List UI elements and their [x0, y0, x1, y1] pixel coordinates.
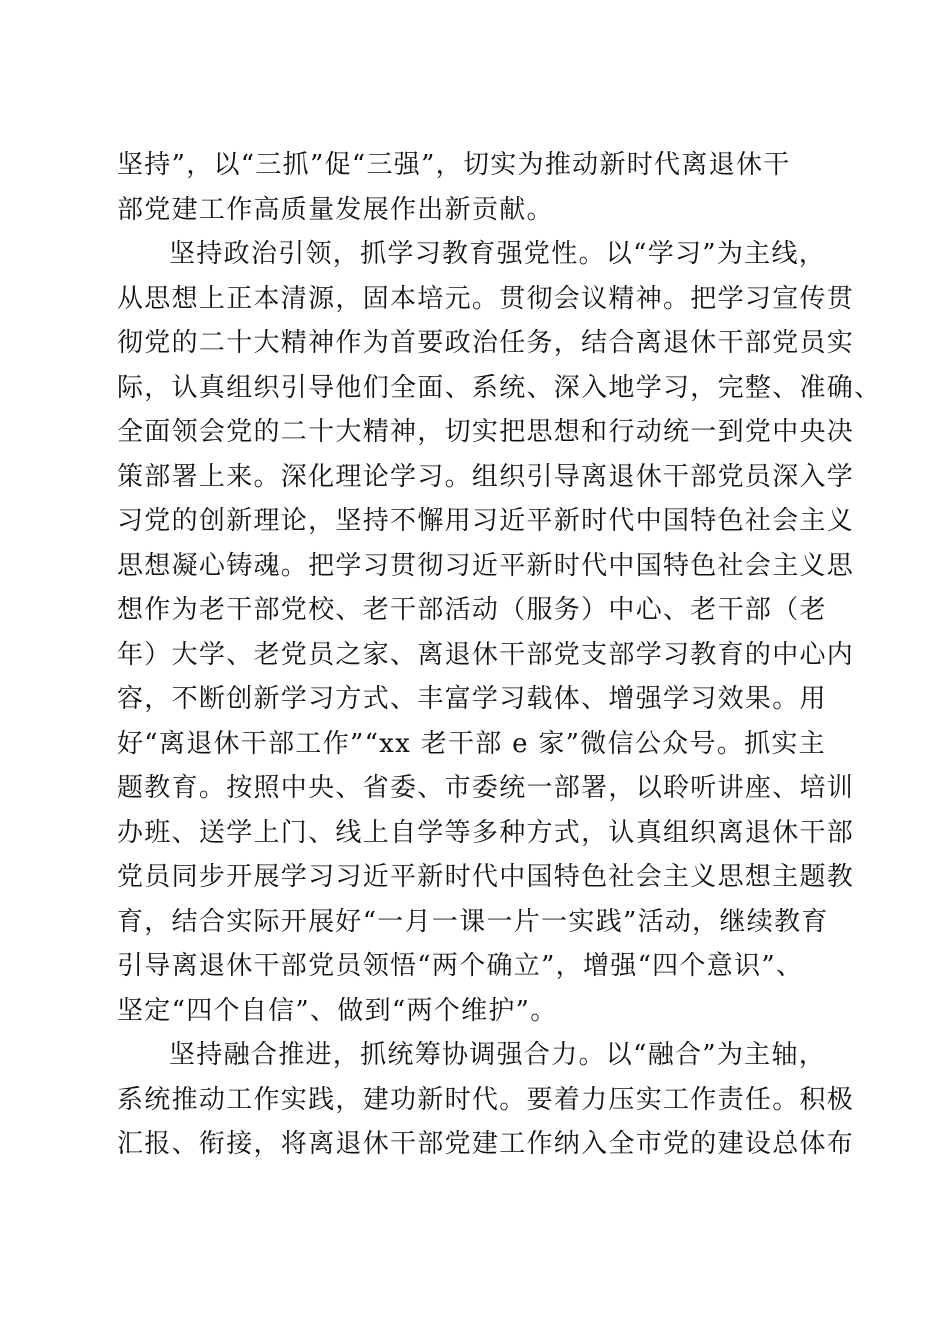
paragraph-start-line: 坚持政治引领，抓学习教育强党性。以“学习”为主线，	[169, 239, 827, 269]
text-line: 部党建工作高质量发展作出新贡献。	[117, 194, 554, 225]
text-line: 汇报、衔接，将离退休干部党建工作纳入全市党的建设总体布	[117, 1129, 855, 1159]
text-line: 从思想上正本清源，固本培元。贯彻会议精神。把学习宣传贯	[117, 283, 855, 314]
text-line: 系统推动工作实践，建功新时代。要着力压实工作责任。积极	[117, 1084, 855, 1115]
text-line: 容，不断创新学习方式、丰富学习载体、增强学习效果。用	[117, 684, 827, 714]
text-line: 党员同步开展学习习近平新时代中国特色社会主义思想主题教	[117, 862, 855, 892]
text-line: 全面领会党的二十大精神，切实把思想和行动统一到党中央决	[117, 417, 855, 447]
text-line: 育，结合实际开展好“一月一课一片一实践”活动，继续教育	[117, 906, 829, 937]
text-line: 年）大学、老党员之家、离退休干部党支部学习教育的中心内	[117, 639, 855, 670]
text-line: 想作为老干部党校、老干部活动（服务）中心、老干部（老	[117, 595, 827, 625]
text-line: 引导离退休干部党员领悟“两个确立”，增强“四个意识”、	[117, 951, 804, 981]
text-line: 习党的创新理论，坚持不懈用习近平新时代中国特色社会主义	[117, 506, 855, 536]
document-body	[117, 143, 882, 1167]
text-line: 题教育。按照中央、省委、市委统一部署，以聆听讲座、培训	[117, 773, 855, 803]
text-line: 思想凝心铸魂。把学习贯彻习近平新时代中国特色社会主义思	[117, 550, 855, 581]
text-line: 坚定“四个自信”、做到“两个维护”。	[117, 995, 558, 1026]
text-line: 好“离退休干部工作”“xx 老干部 e 家”微信公众号。抓实主	[117, 728, 826, 759]
text-line: 策部署上来。深化理论学习。组织引导离退休干部党员深入学	[117, 461, 855, 492]
text-line: 办班、送学上门、线上自学等多种方式，认真组织离退休干部	[117, 817, 855, 848]
text-line: 坚持”，以“三抓”促“三强”，切实为推动新时代离退休干	[117, 150, 791, 180]
text-line: 彻党的二十大精神作为首要政治任务，结合离退休干部党员实	[117, 328, 855, 358]
text-line: 际，认真组织引导他们全面、系统、深入地学习，完整、准确、	[117, 372, 882, 403]
paragraph-start-line: 坚持融合推进，抓统筹协调强合力。以“融合”为主轴，	[169, 1040, 827, 1070]
